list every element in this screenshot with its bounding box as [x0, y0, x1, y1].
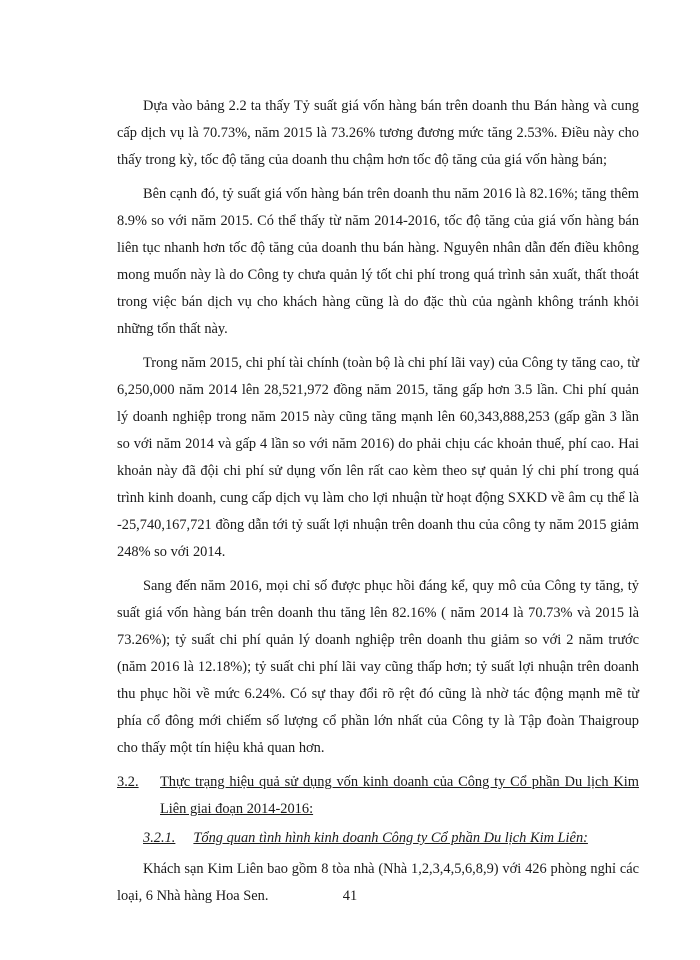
page-number: 41 — [342, 888, 358, 904]
subsection-number: 3.2.1. — [143, 830, 176, 846]
subsection-heading — [117, 825, 639, 852]
page-content — [117, 93, 639, 917]
paragraph-cost-ratio-2015: Dựa vào bảng 2.2 ta thấy Tỷ suất giá vốn hàng bán trên doanh thu Bán hàng và cung cấp dịch vụ là 70.73%, năm 2015 là 73.26% tương đương mức tăng 2.53%. Điều này cho thấy trong kỳ, tốc độ tăng của doanh thu chậm hơn tốc độ tăng của giá vốn hàng bán; — [117, 98, 639, 168]
section-heading — [117, 769, 639, 823]
paragraph-cost-ratio-2016: Bên cạnh đó, tỷ suất giá vốn hàng bán trên doanh thu năm 2016 là 82.16%; tăng thêm 8.9% so với năm 2015. Có thể thấy từ năm 2014-2016, tốc độ tăng của giá vốn hàng bán liên tục nhanh hơn tốc độ tăng của doanh thu bán hàng. Nguyên nhân dẫn đến điều không mong muốn này là do Công ty chưa quản lý tốt chi phí trong quá trình sản xuất, thất thoát trong việc bán dịch vụ cho khách hàng cũng là do đặc thù của ngành không tránh khỏi những tổn thất này. — [117, 186, 639, 337]
paragraph-hotel-overview: Khách sạn Kim Liên bao gồm 8 tòa nhà (Nhà 1,2,3,4,5,6,8,9) với 426 phòng nghỉ các loại, 6 Nhà hàng Hoa Sen. — [117, 861, 639, 904]
subsection-title: Tổng quan tình hình kinh doanh Công ty Cổ phần Du lịch Kim Liên: — [193, 830, 588, 846]
paragraph-recovery-2016: Sang đến năm 2016, mọi chỉ số được phục hồi đáng kể, quy mô của Công ty tăng, tỷ suất giá vốn hàng bán trên doanh thu tăng lên 82.16% ( năm 2014 là 70.73% và 2015 là 73.26%); tỷ suất chi phí quản lý doanh nghiệp trên doanh thu giảm so với 2 năm trước (năm 2016 là 12.18%); tỷ suất chi phí lãi vay cũng thấp hơn; tỷ suất lợi nhuận trên doanh thu phục hồi về mức 6.24%. Có sự thay đổi rõ rệt đó cũng là nhờ tác động mạnh mẽ từ phía cổ đông mới chiếm số lượng cổ phần lớn nhất của Công ty là Tập đoàn Thaigroup cho thấy một tín hiệu khả quan hơn. — [117, 578, 639, 756]
section-title: Thực trạng hiệu quả sử dụng vốn kinh doanh của Công ty Cổ phần Du lịch Kim Liên giai đoạn 2014-2016: — [160, 774, 639, 817]
paragraph-financial-costs: Trong năm 2015, chi phí tài chính (toàn bộ là chi phí lãi vay) của Công ty tăng cao, từ 6,250,000 năm 2014 lên 28,521,972 đồng năm 2015, tăng gấp hơn 3.5 lần. Chi phí quản lý doanh nghiệp trong năm 2015 này cũng tăng mạnh lên 60,343,888,253 (gấp gần 3 lần so với năm 2014 và gấp 4 lần so với năm 2016) do phải chịu các khoản thuế, phí cao. Hai khoản này đã đội chi phí sử dụng vốn lên rất cao kèm theo sự quản lý chi phí trong quá trình kinh doanh, cung cấp dịch vụ làm cho lợi nhuận từ hoạt động SXKD về âm cụ thể là -25,740,167,721 đồng dẫn tới tỷ suất lợi nhuận trên doanh thu của công ty năm 2015 giảm 248% so với 2014. — [117, 355, 639, 560]
section-number: 3.2. — [117, 774, 139, 790]
